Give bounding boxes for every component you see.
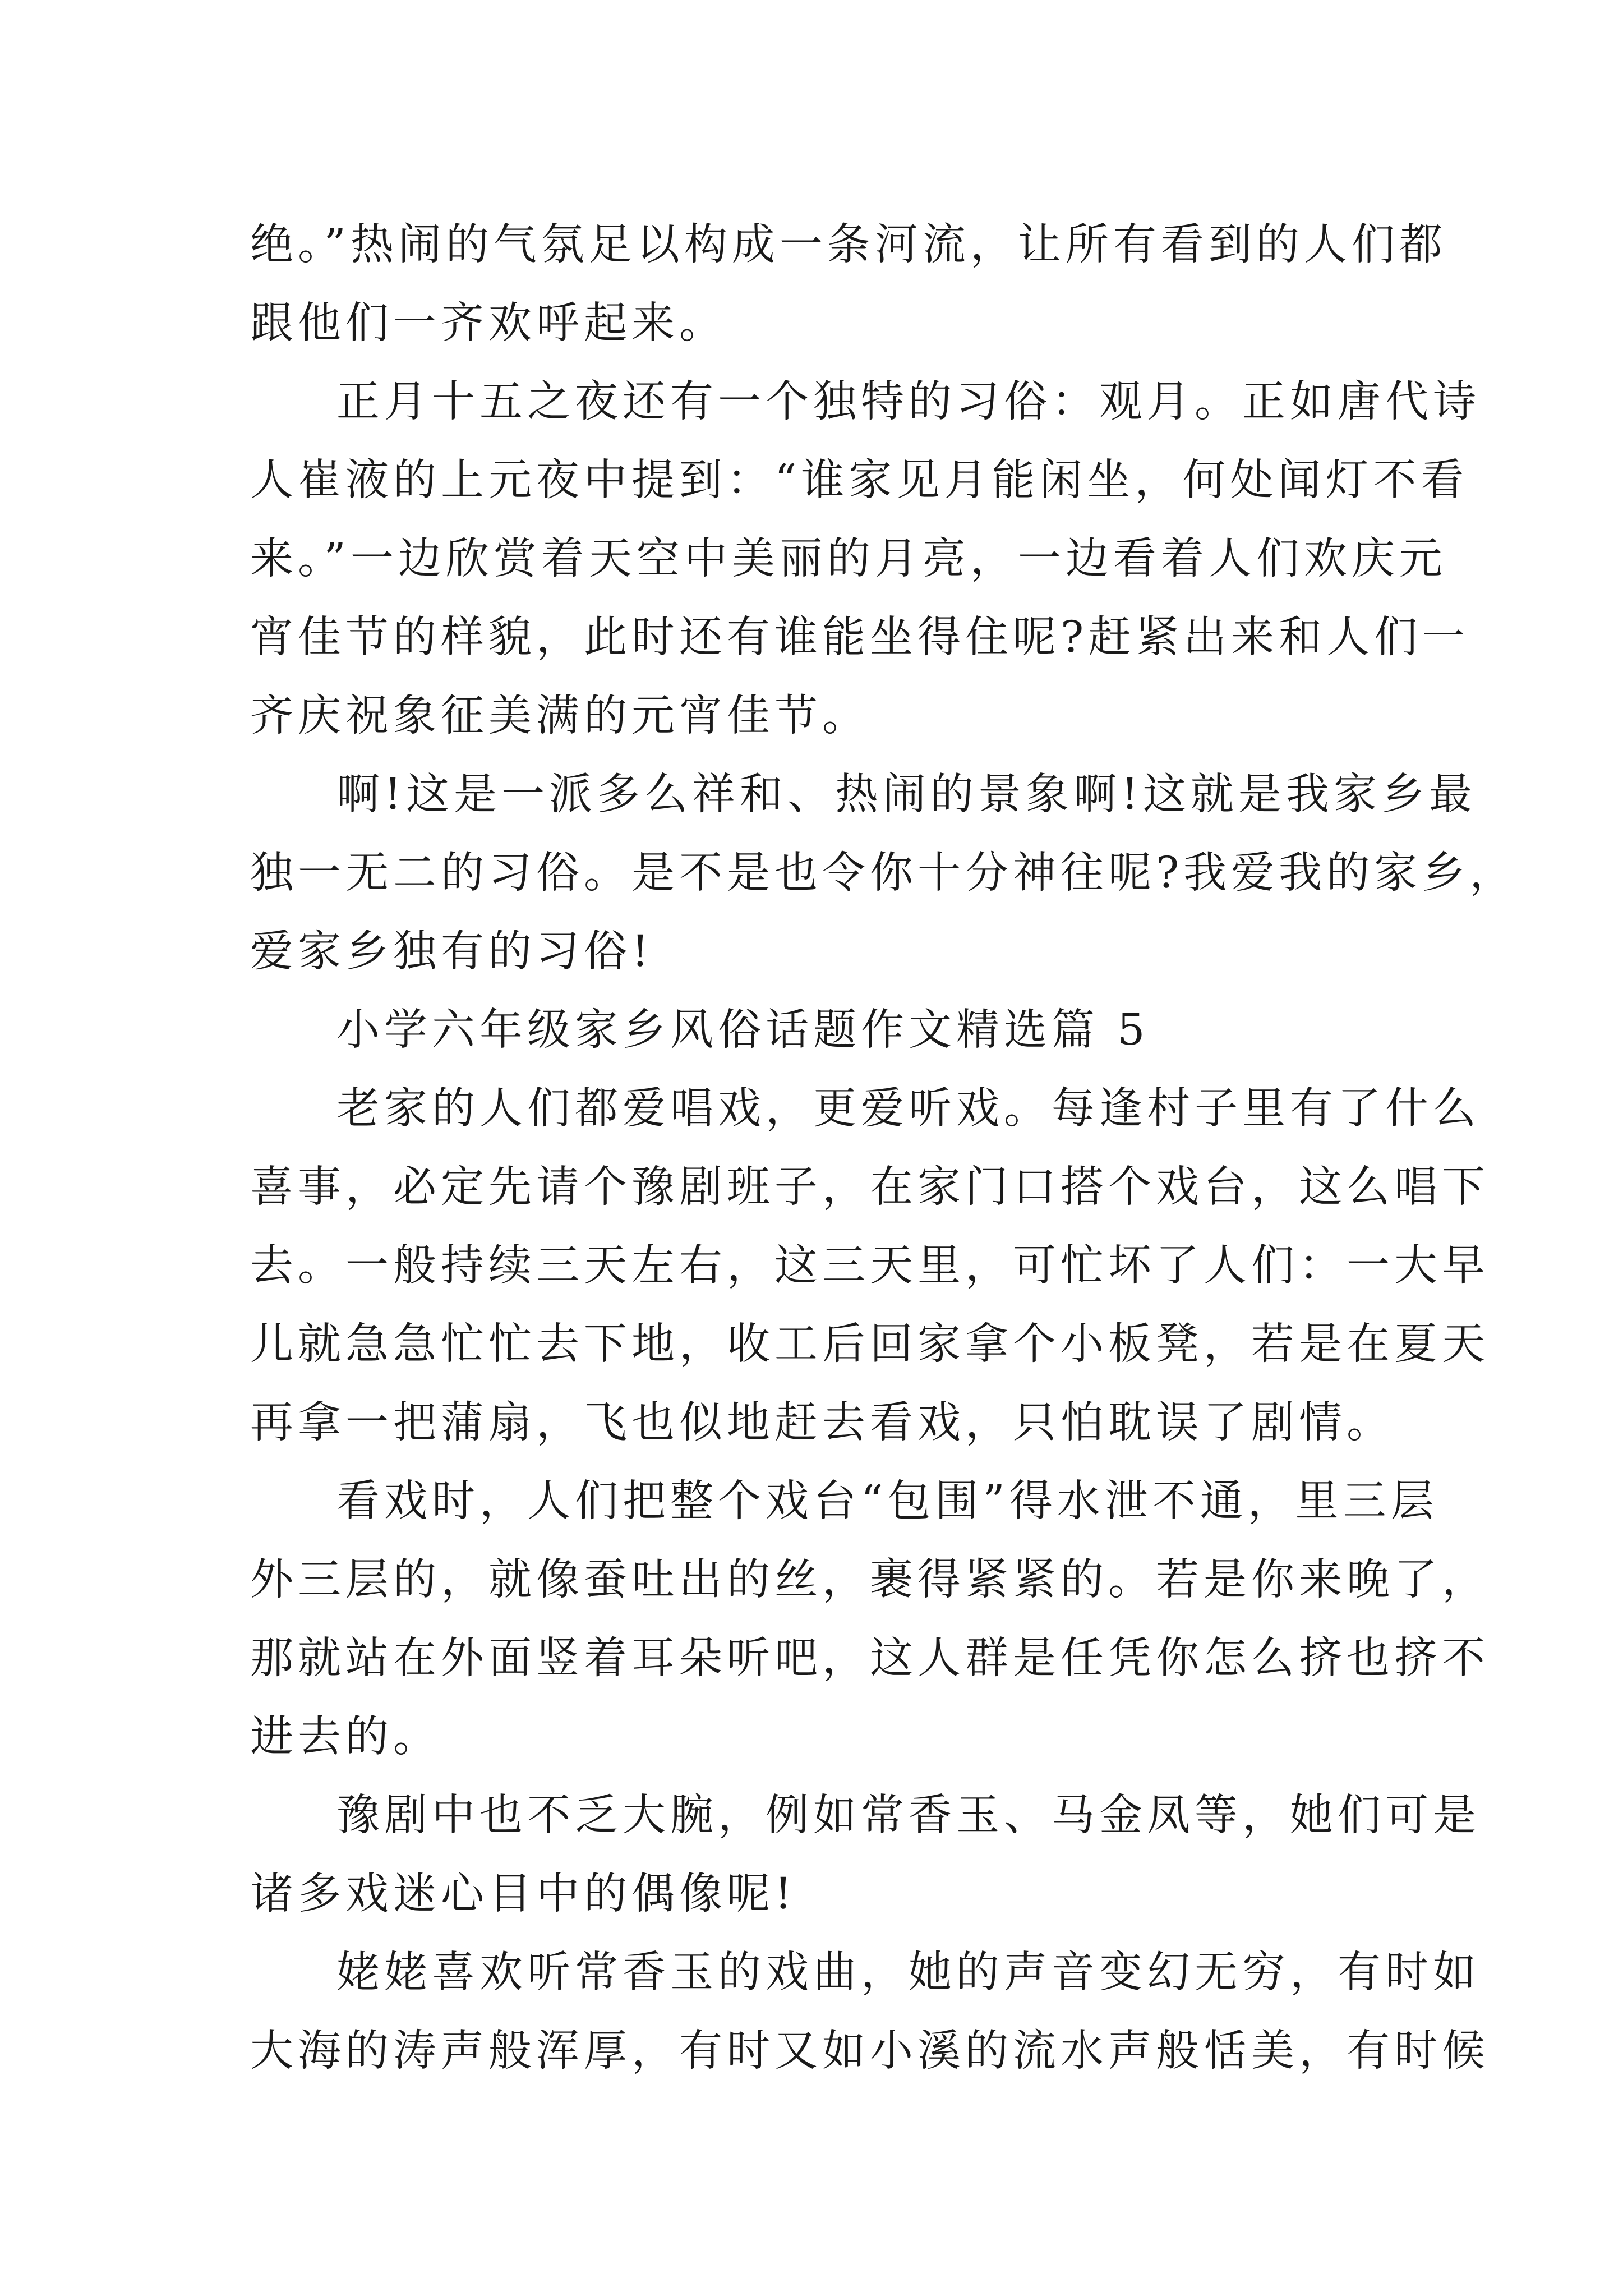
text-line: 那就站在外面竖着耳朵听吧，这人群是任凭你怎么挤也挤不 <box>250 1634 1490 1683</box>
paragraph-start-line: 看戏时，人们把整个戏台“包围”得水泄不通，里三层 <box>336 1476 1438 1526</box>
text-line: 人崔液的上元夜中提到：“谁家见月能闲坐，何处闻灯不看 <box>250 455 1469 505</box>
paragraph-start-line: 姥姥喜欢听常香玉的戏曲，她的声音变幻无穷，有时如 <box>336 1948 1481 1998</box>
section-heading: 小学六年级家乡风俗话题作文精选篇 5 <box>336 1005 1150 1055</box>
text-line: 喜事，必定先请个豫剧班子，在家门口搭个戏台，这么唱下 <box>250 1162 1490 1212</box>
text-line: 跟他们一齐欢呼起来。 <box>250 298 727 348</box>
text-line: 独一无二的习俗。是不是也令你十分神往呢?我爱我的家乡， <box>250 848 1518 898</box>
paragraph-start-line: 老家的人们都爱唱戏，更爱听戏。每逢村子里有了什么 <box>336 1084 1481 1134</box>
text-line: 儿就急急忙忙去下地，收工后回家拿个小板凳，若是在夏天 <box>250 1319 1490 1369</box>
text-line: 再拿一把蒲扇，飞也似地赶去看戏，只怕耽误了剧情。 <box>250 1398 1394 1448</box>
paragraph-start-line: 豫剧中也不乏大腕，例如常香玉、马金凤等，她们可是 <box>336 1791 1481 1841</box>
text-line: 外三层的，就像蚕吐出的丝，裹得紧紧的。若是你来晚了， <box>250 1555 1490 1605</box>
text-line: 进去的。 <box>250 1712 441 1762</box>
text-line: 宵佳节的样貌，此时还有谁能坐得住呢?赶紧出来和人们一 <box>250 613 1470 662</box>
text-line: 爱家乡独有的习俗! <box>250 927 653 977</box>
text-line: 齐庆祝象征美满的元宵佳节。 <box>250 691 870 741</box>
text-line: 诸多戏迷心目中的偶像呢! <box>250 1869 796 1919</box>
text-line: 大海的涛声般浑厚，有时又如小溪的流水声般恬美，有时候 <box>250 2026 1490 2076</box>
paragraph-start-line: 正月十五之夜还有一个独特的习俗：观月。正如唐代诗 <box>336 377 1481 427</box>
paragraph-start-line: 啊!这是一派多么祥和、热闹的景象啊!这就是我家乡最 <box>336 770 1477 820</box>
text-line: 去。一般持续三天左右，这三天里，可忙坏了人们：一大早 <box>250 1241 1490 1291</box>
text-line: 绝。”热闹的气氛足以构成一条河流，让所有看到的人们都 <box>250 220 1447 270</box>
text-line: 来。”一边欣赏着天空中美丽的月亮，一边看着人们欢庆元 <box>250 534 1447 584</box>
